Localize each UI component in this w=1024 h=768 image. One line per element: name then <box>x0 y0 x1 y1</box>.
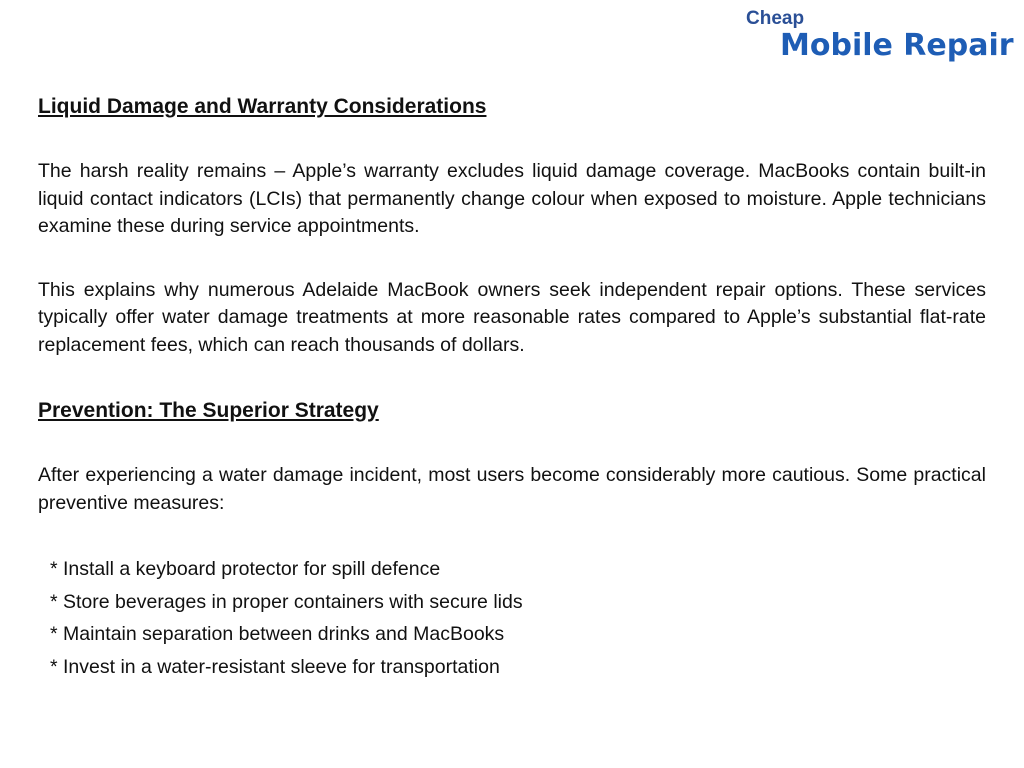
logo-text-cheap: Cheap <box>746 8 805 29</box>
list-item: * Store beverages in proper containers with secure lids <box>50 590 523 613</box>
list-item: * Maintain separation between drinks and MacBooks <box>50 623 505 645</box>
paragraph-warranty-2: This explains why numerous Adelaide MacBook owners seek independent repair options. These services typically offer water damage treatments at more reasonable rates compared to Apple’s substantial flat-rate replacement fees, which can reach thousands of dollars. <box>38 278 986 356</box>
list-item: * Invest in a water-resistant sleeve for transportation <box>50 655 500 678</box>
paragraph-prevention-intro: After experiencing a water damage incident, most users become considerably more cautious. Some practical preventive measures: <box>38 464 986 514</box>
list-item: * Install a keyboard protector for spill defence <box>50 558 441 580</box>
section-heading-prevention: Prevention: The Superior Strategy <box>38 399 379 422</box>
document-body <box>38 92 986 683</box>
logo-text-main: Mobile Repair <box>780 28 1014 63</box>
brand-logo <box>744 8 1020 76</box>
paragraph-warranty-1: The harsh reality remains – Apple’s warranty excludes liquid damage coverage. MacBooks contain built-in liquid contact indicators (LCIs) that permanently change colour when exposed to moisture. Apple technicians examine these during service appointments. <box>38 160 986 237</box>
prevention-list <box>38 553 986 683</box>
section-heading-warranty: Liquid Damage and Warranty Considerations <box>38 95 487 118</box>
